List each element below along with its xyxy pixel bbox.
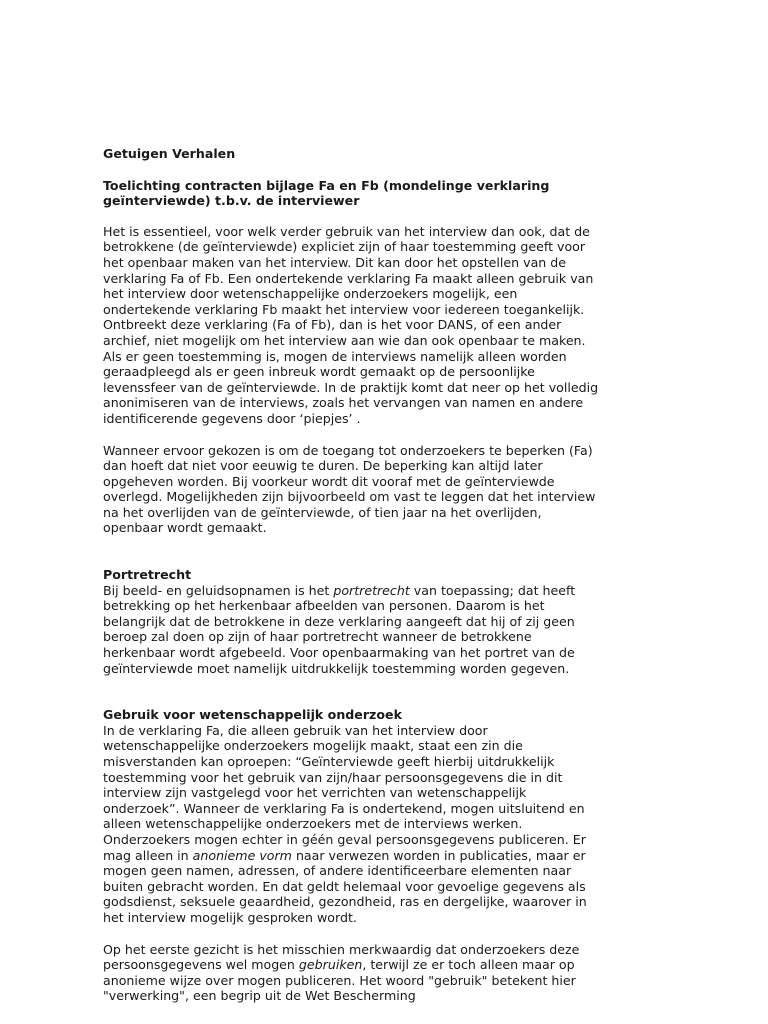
section-spacer	[103, 692, 603, 707]
portretrecht-paragraph	[103, 583, 603, 677]
onderzoek-paragraph-1	[103, 723, 603, 926]
onderzoek-p1-after: naar verwezen worden in publicaties, maar er mogen geen namen, adressen, of andere identificeerbare elementen naar buiten gebracht worden. En dat geldt helemaal voor gevoelige gegevens als godsdienst, seksuele geaardheid, gezondheid, ras en dergelijke, waarover in het interview mogelijk gesproken wordt.	[103, 847, 587, 925]
onderzoek-p2-after: , terwijl ze er toch alleen maar op anonieme wijze over mogen publiceren. Het woord "gebruik" betekent hier "verwerking", een begrip uit de Wet Bescherming	[103, 957, 576, 1004]
section-spacer	[103, 552, 603, 567]
onderzoek-p1-emphasis: anonieme vorm	[192, 847, 292, 863]
onderzoek-p1-before: In de verklaring Fa, die alleen gebruik van het interview door wetenschappelijke onderzoekers mogelijk maakt, staat een zin die misverstanden kan oproepen: “Geïnterviewde geeft hierbij uitdrukkelijk toestemming voor het gebruik van zijn/haar persoonsgegevens die in dit interview zijn vastgelegd voor het verrichten van wetenschappelijk onderzoek”. Wanneer de verklaring Fa is ondertekend, mogen uitsluitend en alleen wetenschappelijke onderzoekers met de interviews werken. Onderzoekers mogen echter in géén geval persoonsgegevens publiceren. Er mag alleen in	[103, 722, 586, 863]
onderzoek-p2-before: Op het eerste gezicht is het misschien merkwaardig dat onderzoekers deze persoonsgegevens wel mogen	[103, 941, 580, 973]
intro-paragraph-2: Wanneer ervoor gekozen is om de toegang tot onderzoekers te beperken (Fa) dan hoeft dat niet voor eeuwig te duren. De beperking kan altijd later opgeheven worden. Bij voorkeur wordt dit vooraf met de geïnterviewde overlegd. Mogelijkheden zijn bijvoorbeeld om vast te leggen dat het interview na het overlijden van de geïnterviewde, of tien jaar na het overlijden, openbaar wordt gemaakt.	[103, 442, 596, 536]
document-title: Getuigen Verhalen	[103, 146, 236, 161]
portretrecht-text-after: van toepassing; dat heeft betrekking op het herkenbaar afbeelden van personen. Daarom is het belangrijk dat de betrokkene in deze verklaring aangeeft dat hij of zij geen beroep zal doen op zijn of haar portretrecht wanneer de betrokkene herkenbaar wordt afgebeeld. Voor openbaarmaking van het portret van de geïnterviewde moet namelijk uitdrukkelijk toestemming worden gegeven.	[103, 582, 576, 676]
intro-paragraph-1: Het is essentieel, voor welk verder gebruik van het interview dan ook, dat de betrokkene (de geïnterviewde) expliciet zijn of haar toestemming geeft voor het openbaar maken van het interview. Dit kan door het opstellen van de verklaring Fa of Fb. Een ondertekende verklaring Fa maakt alleen gebruik van het interview door wetenschappelijke onderzoekers mogelijk, een ondertekende verklaring Fb maakt het interview voor iedereen toegankelijk. Ontbreekt deze verklaring (Fa of Fb), dan is het voor DANS, of een ander archief, niet mogelijk om het interview aan wie dan ook openbaar te maken. Als er geen toestemming is, mogen de interviews namelijk alleen worden geraadpleegd als er geen inbreuk wordt gemaakt op de persoonlijke levenssfeer van de geïnterviewde. In de praktijk komt dat neer op het volledig anonimiseren van de interviews, zoals het vervangen van namen en andere identificerende gegevens door ‘piepjes’ .	[103, 223, 599, 426]
section-heading-onderzoek: Gebruik voor wetenschappelijk onderzoek	[103, 707, 402, 723]
section-heading-portretrecht: Portretrecht	[103, 567, 192, 583]
portretrecht-emphasis: portretrecht	[333, 582, 410, 598]
document-page	[103, 146, 603, 1020]
portretrecht-text-before: Bij beeld- en geluidsopnamen is het	[103, 582, 334, 598]
document-subtitle: Toelichting contracten bijlage Fa en Fb (mondelinge verklaring geïnterviewde) t.b.v. de interviewer	[103, 177, 550, 209]
onderzoek-paragraph-2	[103, 942, 603, 1004]
onderzoek-p2-emphasis: gebruiken	[298, 957, 363, 973]
